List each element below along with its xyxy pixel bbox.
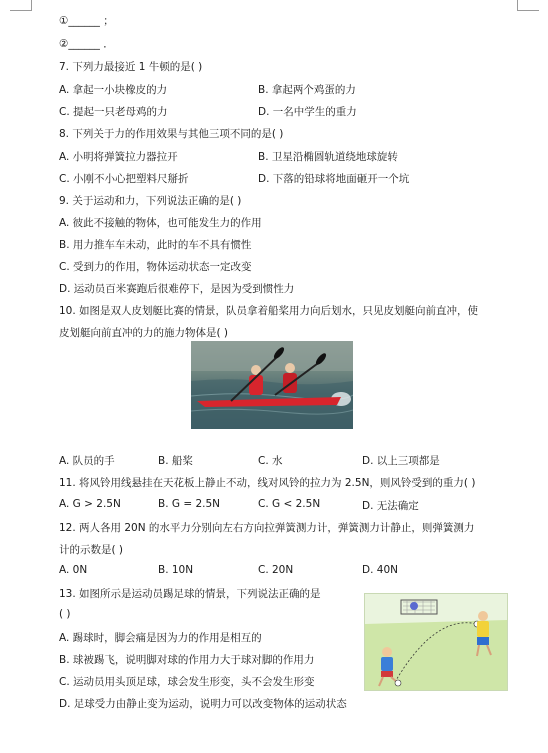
kayak-photo	[191, 341, 353, 429]
question-12-stem-line1: 12. 两人各用 20N 的水平力分别向左右方向拉弹簧测力计，弹簧测力计静止，则弹簧测力	[59, 522, 475, 534]
q12-option-b: B. 10N	[158, 564, 194, 576]
q12-option-c: C. 20N	[258, 564, 294, 576]
question-8-stem: 8. 下列关于力的作用效果与其他三项不同的是( )	[59, 128, 284, 140]
corner-mark-right-h	[517, 10, 539, 11]
q11-option-b: B. G = 2.5N	[158, 498, 221, 510]
football-illustration	[364, 593, 508, 691]
q10-option-d: D. 以上三项都是	[362, 455, 440, 467]
question-9-stem: 9. 关于运动和力，下列说法正确的是( )	[59, 195, 242, 207]
q9-option-b: B. 用力推车车未动，此时的车不具有惯性	[59, 239, 252, 251]
question-10-stem-line2: 皮划艇向前直冲的力的施力物体是( )	[59, 327, 229, 339]
question-7-stem: 7. 下列力最接近 1 牛顿的是( )	[59, 61, 203, 73]
q13-option-c: C. 运动员用头顶足球，球会发生形变，头不会发生形变	[59, 676, 315, 688]
question-12-stem-line2: 计的示数是( )	[59, 544, 124, 556]
q13-option-d: D. 足球受力由静止变为运动，说明力可以改变物体的运动状态	[59, 698, 347, 710]
q11-option-d: D. 无法确定	[362, 500, 419, 512]
q9-option-a: A. 彼此不接触的物体，也可能发生力的作用	[59, 217, 262, 229]
kayak-illustration	[191, 341, 353, 429]
q8-option-c: C. 小刚不小心把塑料尺掰折	[59, 173, 189, 185]
q12-option-d: D. 40N	[362, 564, 398, 576]
q8-option-d: D. 下落的铅球将地面砸开一个坑	[258, 173, 410, 185]
q13-option-b: B. 球被踢飞，说明脚对球的作用力大于球对脚的作用力	[59, 654, 315, 666]
question-13-stem-line2: ( )	[59, 608, 71, 620]
q10-option-a: A. 队员的手	[59, 455, 115, 467]
football-drawing	[365, 594, 507, 690]
q7-option-b: B. 拿起两个鸡蛋的力	[258, 84, 356, 96]
blank-1: ①______ ；	[59, 15, 114, 27]
q8-option-a: A. 小明将弹簧拉力器拉开	[59, 151, 178, 163]
question-13-stem-line1: 13. 如图所示是运动员踢足球的情景，下列说法正确的是	[59, 588, 321, 600]
blank-2: ②______ ．	[59, 38, 114, 50]
q10-option-b: B. 船桨	[158, 455, 193, 467]
q12-option-a: A. 0N	[59, 564, 88, 576]
q7-option-a: A. 拿起一小块橡皮的力	[59, 84, 168, 96]
q9-option-c: C. 受到力的作用，物体运动状态一定改变	[59, 261, 252, 273]
corner-mark-left-h	[10, 10, 32, 11]
q11-option-c: C. G < 2.5N	[258, 498, 321, 510]
corner-mark-right	[517, 0, 518, 10]
corner-mark-left	[31, 0, 32, 10]
q11-option-a: A. G > 2.5N	[59, 498, 121, 510]
q7-option-c: C. 提起一只老母鸡的力	[59, 106, 168, 118]
question-10-stem-line1: 10. 如图是双人皮划艇比赛的情景，队员拿着船桨用力向后划水，只见皮划艇向前直冲，使	[59, 305, 479, 317]
q13-option-a: A. 踢球时，脚会痛是因为力的作用是相互的	[59, 632, 262, 644]
question-11-stem: 11. 将风铃用线悬挂在天花板上静止不动，线对风铃的拉力为 2.5N，则风铃受到的重力( )	[59, 477, 476, 489]
q10-option-c: C. 水	[258, 455, 283, 467]
q8-option-b: B. 卫星沿椭圆轨道绕地球旋转	[258, 151, 398, 163]
q7-option-d: D. 一名中学生的重力	[258, 106, 357, 118]
q9-option-d: D. 运动员百米赛跑后很难停下，是因为受到惯性力	[59, 283, 295, 295]
